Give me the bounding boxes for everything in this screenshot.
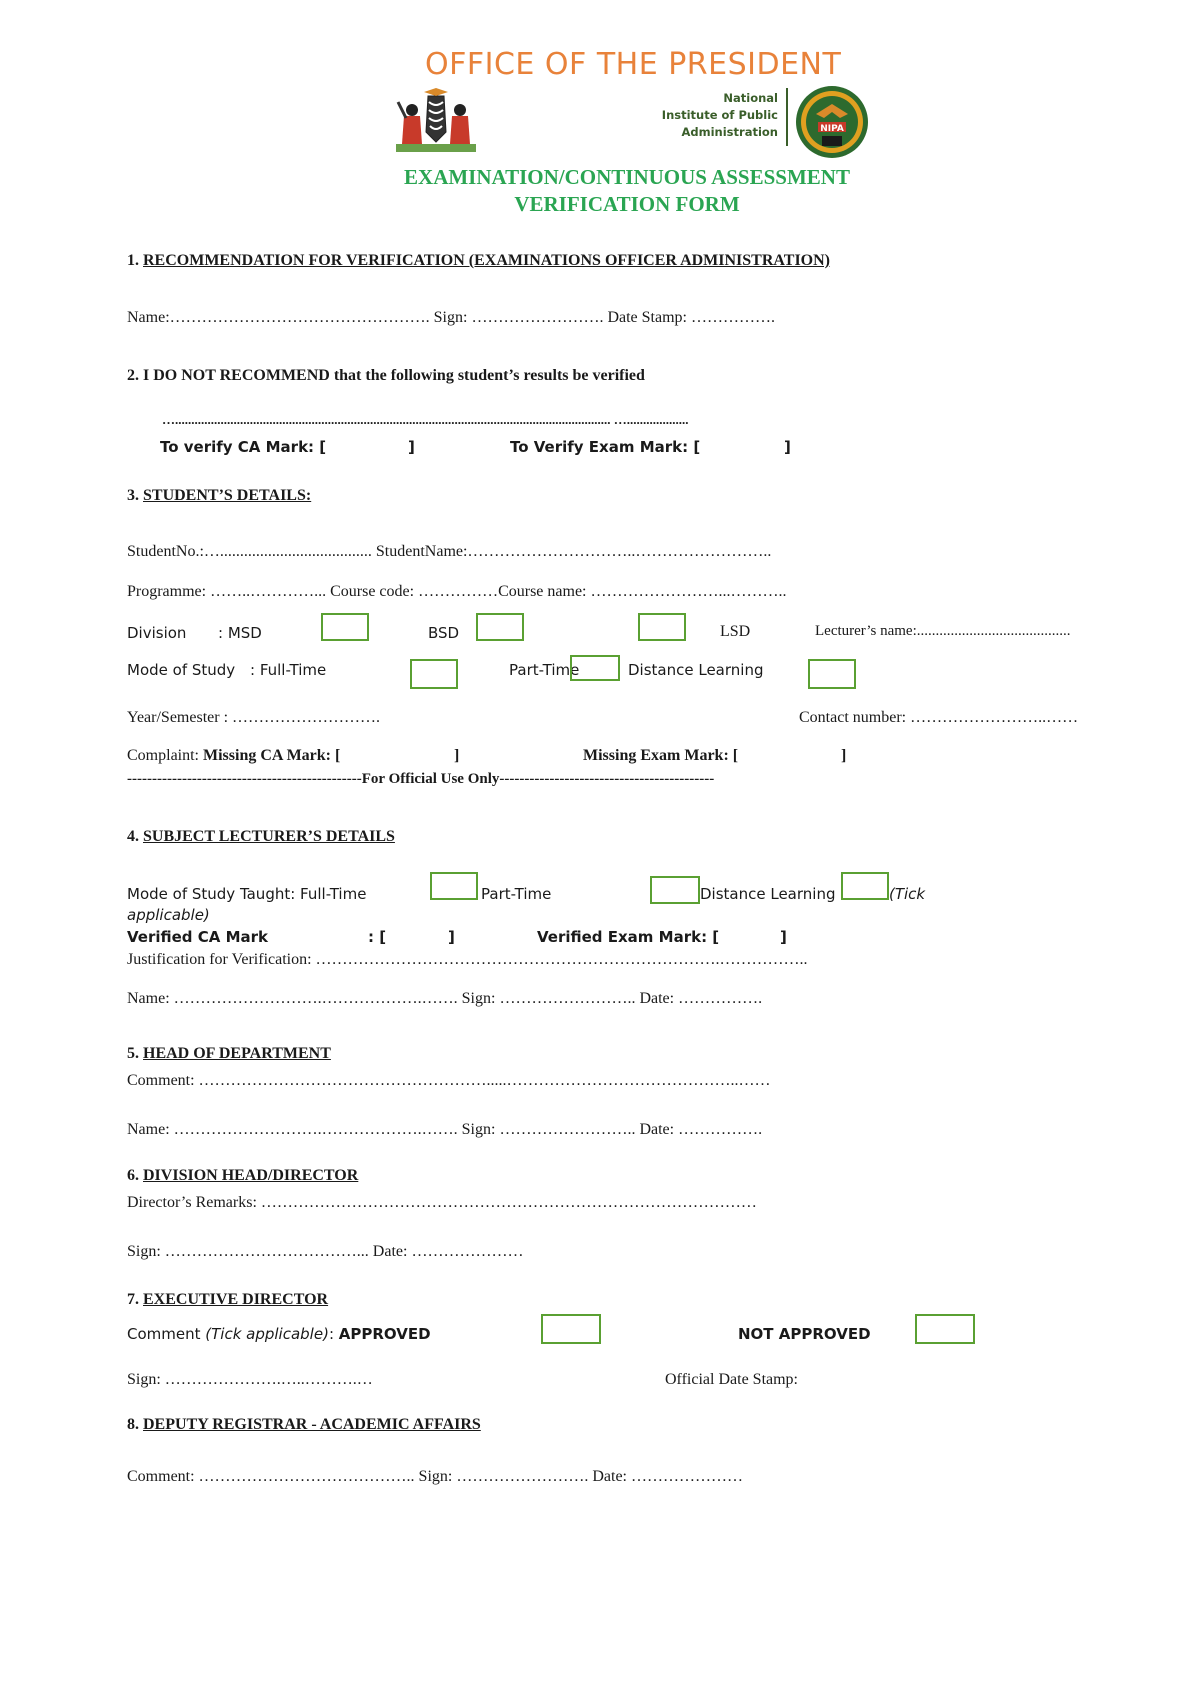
nipa-seal-text: NIPA bbox=[820, 124, 844, 134]
contact-number-field[interactable]: Contact number: ……………………..…… bbox=[799, 709, 1079, 726]
lecturer-name-field[interactable]: Lecturer’s name:......................................... bbox=[815, 623, 1071, 639]
nipa-divider bbox=[786, 88, 788, 146]
justification-field[interactable]: Justification for Verification: ………………………………………………………………….…………….. bbox=[127, 951, 808, 968]
complaint-ca-close: ] bbox=[454, 747, 460, 764]
section-2-heading: 2. I DO NOT RECOMMEND that the following student’s results be verified bbox=[127, 367, 645, 384]
s7-comment-line bbox=[127, 1325, 431, 1343]
section-5-title: HEAD OF DEPARTMENT bbox=[143, 1045, 331, 1062]
taught-part-time-checkbox[interactable] bbox=[650, 876, 700, 904]
s3-programme-line[interactable]: Programme: ……..…………... Course code: ……………Course name: ……………………...……….. bbox=[127, 583, 787, 600]
s7-colon: : bbox=[328, 1325, 339, 1343]
complaint-ca-label: Missing CA Mark: [ bbox=[203, 747, 341, 764]
section-5-number: 5. bbox=[127, 1045, 139, 1062]
taught-full-time-checkbox[interactable] bbox=[430, 872, 478, 900]
section-1-number: 1. bbox=[127, 252, 139, 269]
director-remarks-field[interactable]: Director’s Remarks: ………………………………………………………………………………… bbox=[127, 1194, 757, 1211]
mode-full-time-label: : Full-Time bbox=[250, 661, 327, 679]
s2-dotted-line[interactable]: …...................................................................................................................................... …................... bbox=[162, 412, 689, 427]
official-use-divider: -----------------------------------------------For Official Use Only------------------------------------------- bbox=[127, 771, 715, 787]
tick-note: (Tick bbox=[889, 885, 926, 903]
complaint-exam-label: Missing Exam Mark: [ bbox=[583, 747, 739, 764]
nipa-wordmark bbox=[640, 90, 778, 141]
approved-label: APPROVED bbox=[338, 1325, 431, 1343]
nipa-line-3: Administration bbox=[681, 125, 778, 139]
section-8-title: DEPUTY REGISTRAR - ACADEMIC AFFAIRS bbox=[143, 1416, 481, 1433]
s5-comment-field[interactable]: Comment: ……………………………………………….....……………………………………..…… bbox=[127, 1072, 771, 1089]
verified-ca-close: ] bbox=[448, 928, 455, 946]
mode-part-time-checkbox[interactable] bbox=[570, 655, 620, 681]
taught-distance-label: Distance Learning bbox=[700, 885, 836, 903]
taught-part-time-label: Part-Time bbox=[481, 885, 552, 903]
section-7-number: 7. bbox=[127, 1291, 139, 1308]
official-date-stamp-label: Official Date Stamp: bbox=[665, 1371, 798, 1388]
verified-exam-close: ] bbox=[780, 928, 787, 946]
section-8-heading bbox=[127, 1416, 481, 1434]
mode-part-time-label: Part-Time bbox=[509, 661, 580, 679]
section-4-title: SUBJECT LECTURER’S DETAILS bbox=[143, 828, 395, 845]
mode-distance-checkbox[interactable] bbox=[808, 659, 856, 689]
complaint-label: Complaint: bbox=[127, 747, 203, 764]
s7-sign-line[interactable]: Sign: ………………….…..……….… bbox=[127, 1371, 373, 1388]
verified-ca-open: : [ bbox=[368, 928, 387, 946]
nipa-seal-logo bbox=[794, 84, 870, 160]
section-3-number: 3. bbox=[127, 487, 139, 504]
division-bsd-label: BSD bbox=[428, 624, 460, 642]
complaint-exam-close: ] bbox=[841, 747, 847, 764]
s7-comment-label: Comment bbox=[127, 1325, 206, 1343]
approved-checkbox[interactable] bbox=[541, 1314, 601, 1344]
s6-sign-date-line[interactable]: Sign: ………………………………... Date: ………………… bbox=[127, 1243, 524, 1260]
not-approved-label: NOT APPROVED bbox=[738, 1325, 871, 1343]
nipa-line-1: National bbox=[723, 91, 778, 105]
s1-name-sign-date-line[interactable]: Name:…………………………………………. Sign: ……………………. Date Stamp: ……………. bbox=[127, 309, 775, 326]
verified-ca-label: Verified CA Mark bbox=[127, 928, 269, 946]
division-bsd-checkbox[interactable] bbox=[476, 613, 524, 641]
mode-distance-label: Distance Learning bbox=[628, 661, 764, 679]
applicable-note: applicable) bbox=[127, 906, 210, 924]
section-6-heading bbox=[127, 1167, 358, 1185]
taught-distance-checkbox[interactable] bbox=[841, 872, 889, 900]
s2-verify-ca-label: To verify CA Mark: [ bbox=[160, 438, 327, 456]
s5-name-sign-date-line[interactable]: Name: ……………………….……………….……. Sign: …………………….. Date: ……………. bbox=[127, 1121, 763, 1138]
section-5-heading bbox=[127, 1045, 331, 1063]
coat-of-arms-logo bbox=[388, 88, 484, 154]
section-6-number: 6. bbox=[127, 1167, 139, 1184]
form-title-line-2: VERIFICATION FORM bbox=[514, 192, 740, 216]
s2-verify-exam-close: ] bbox=[784, 438, 791, 456]
division-lsd-checkbox[interactable] bbox=[638, 613, 686, 641]
section-3-title: STUDENT’S DETAILS: bbox=[143, 487, 312, 504]
s8-comment-sign-date-line[interactable]: Comment: ………………………………….. Sign: ……………………. Date: ………………… bbox=[127, 1468, 743, 1485]
section-6-title: DIVISION HEAD/DIRECTOR bbox=[143, 1167, 359, 1184]
section-8-number: 8. bbox=[127, 1416, 139, 1433]
section-3-heading bbox=[127, 487, 311, 505]
division-lsd-label: LSD bbox=[720, 623, 751, 640]
s4-name-sign-date-line[interactable]: Name: ……………………….……………….……. Sign: …………………….. Date: ……………. bbox=[127, 990, 763, 1007]
section-1-heading bbox=[127, 252, 830, 270]
complaint-line bbox=[127, 747, 340, 765]
section-7-title: EXECUTIVE DIRECTOR bbox=[143, 1291, 329, 1308]
section-7-heading bbox=[127, 1291, 328, 1309]
s7-tick-applicable: (Tick applicable) bbox=[205, 1325, 329, 1343]
division-msd-label: : MSD bbox=[218, 624, 262, 642]
s2-verify-ca-close: ] bbox=[408, 438, 415, 456]
s2-verify-exam-label: To Verify Exam Mark: [ bbox=[510, 438, 701, 456]
not-approved-checkbox[interactable] bbox=[915, 1314, 975, 1344]
section-4-number: 4. bbox=[127, 828, 139, 845]
verified-exam-label: Verified Exam Mark: [ bbox=[537, 928, 720, 946]
section-1-title: RECOMMENDATION FOR VERIFICATION (EXAMINATIONS OFFICER ADMINISTRATION) bbox=[143, 252, 830, 269]
division-label: Division bbox=[127, 624, 187, 642]
office-title: OFFICE OF THE PRESIDENT bbox=[425, 47, 842, 82]
mode-taught-label: Mode of Study Taught: Full-Time bbox=[127, 885, 367, 903]
year-semester-field[interactable]: Year/Semester : ………………………. bbox=[127, 709, 381, 726]
division-msd-checkbox[interactable] bbox=[321, 613, 369, 641]
form-title-line-1: EXAMINATION/CONTINUOUS ASSESSMENT bbox=[404, 165, 850, 189]
mode-of-study-label: Mode of Study bbox=[127, 661, 236, 679]
s3-student-line[interactable]: StudentNo.:…...................................... StudentName:…………………………..…………………….. bbox=[127, 543, 772, 560]
section-4-heading bbox=[127, 828, 395, 846]
mode-full-time-checkbox[interactable] bbox=[410, 659, 458, 689]
nipa-line-2: Institute of Public bbox=[661, 108, 778, 122]
